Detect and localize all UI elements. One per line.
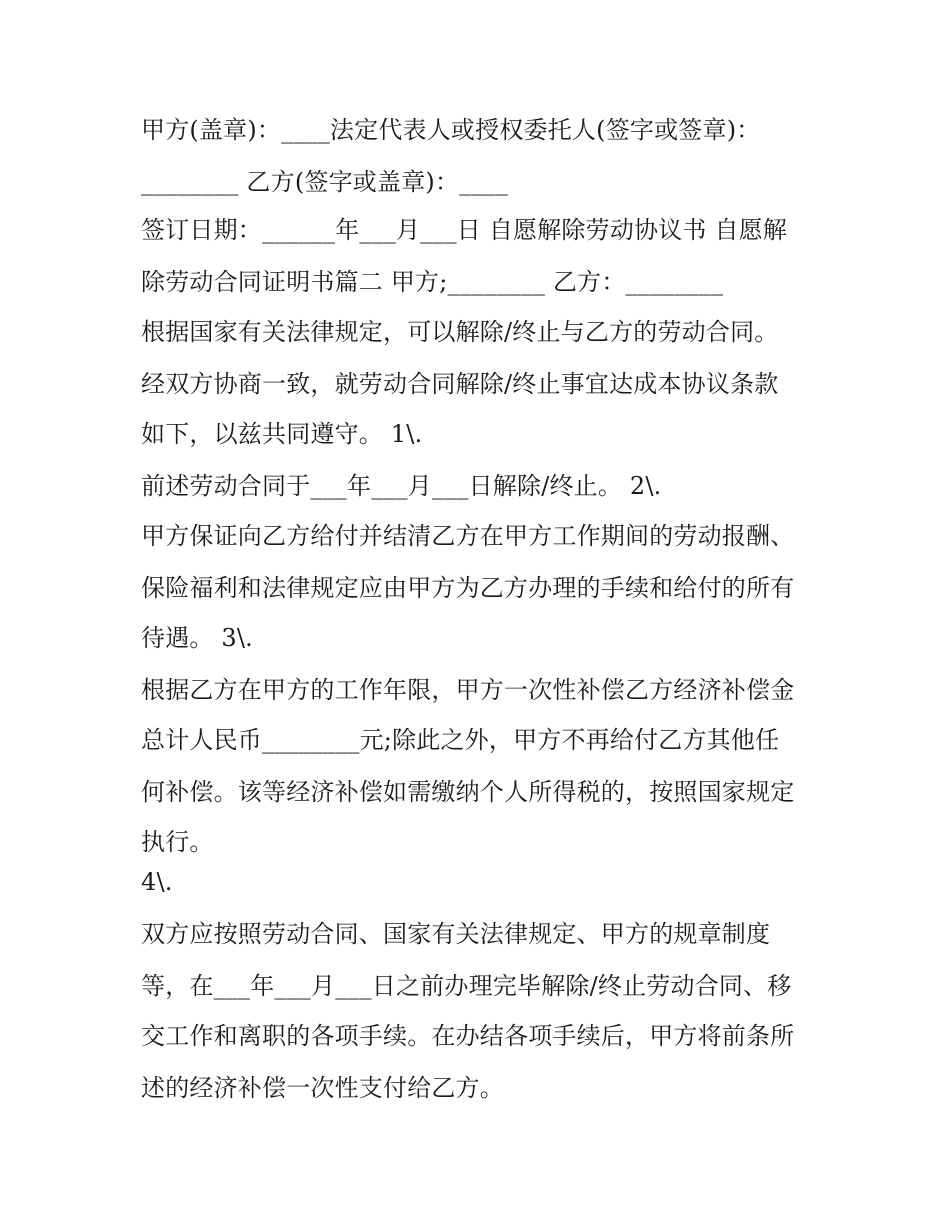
text-line: 双方应按照劳动合同、国家有关法律规定、甲方的规章制度 [141,920,771,948]
text-line: 甲方保证向乙方给付并结清乙方在甲方工作期间的劳动报酬、 [141,522,795,550]
text-line: 签订日期：______年___月___日 自愿解除劳动协议书 自愿解 [141,216,788,244]
text-line: 等，在___年___月___日之前办理完毕解除/终止劳动合同、移 [141,972,792,1000]
text-line: 根据乙方在甲方的工作年限，甲方一次性补偿乙方经济补偿金 [141,676,795,704]
text-line: 述的经济补偿一次性支付给乙方。 [141,1074,504,1102]
text-line: 经双方协商一致，就劳动合同解除/终止事宜达成本协议条款 [141,370,779,398]
text-line: 前述劳动合同于___年___月___日解除/终止。 2\. [141,472,662,500]
text-line: 4\. [141,868,173,896]
text-line: 何补偿。该等经济补偿如需缴纳个人所得税的，按照国家规定 [141,778,795,806]
text-line: ________ 乙方(签字或盖章)：____ [141,168,508,196]
text-line: 保险福利和法律规定应由甲方为乙方办理的手续和给付的所有 [141,574,795,602]
text-line: 待遇。 3\. [141,624,254,652]
text-line: 交工作和离职的各项手续。在办结各项手续后，甲方将前条所 [141,1022,795,1050]
text-line: 执行。 [141,828,214,856]
text-line: 总计人民币________元;除此之外，甲方不再给付乙方其他任 [141,726,780,754]
text-line: 除劳动合同证明书篇二 甲方;________ 乙方：________ [141,268,724,296]
text-line: 如下，以兹共同遵守。 1\. [141,420,423,448]
text-line: 甲方(盖章)：____法定代表人或授权委托人(签字或签章)： [141,116,761,144]
text-line: 根据国家有关法律规定，可以解除/终止与乙方的劳动合同。 [141,318,779,346]
